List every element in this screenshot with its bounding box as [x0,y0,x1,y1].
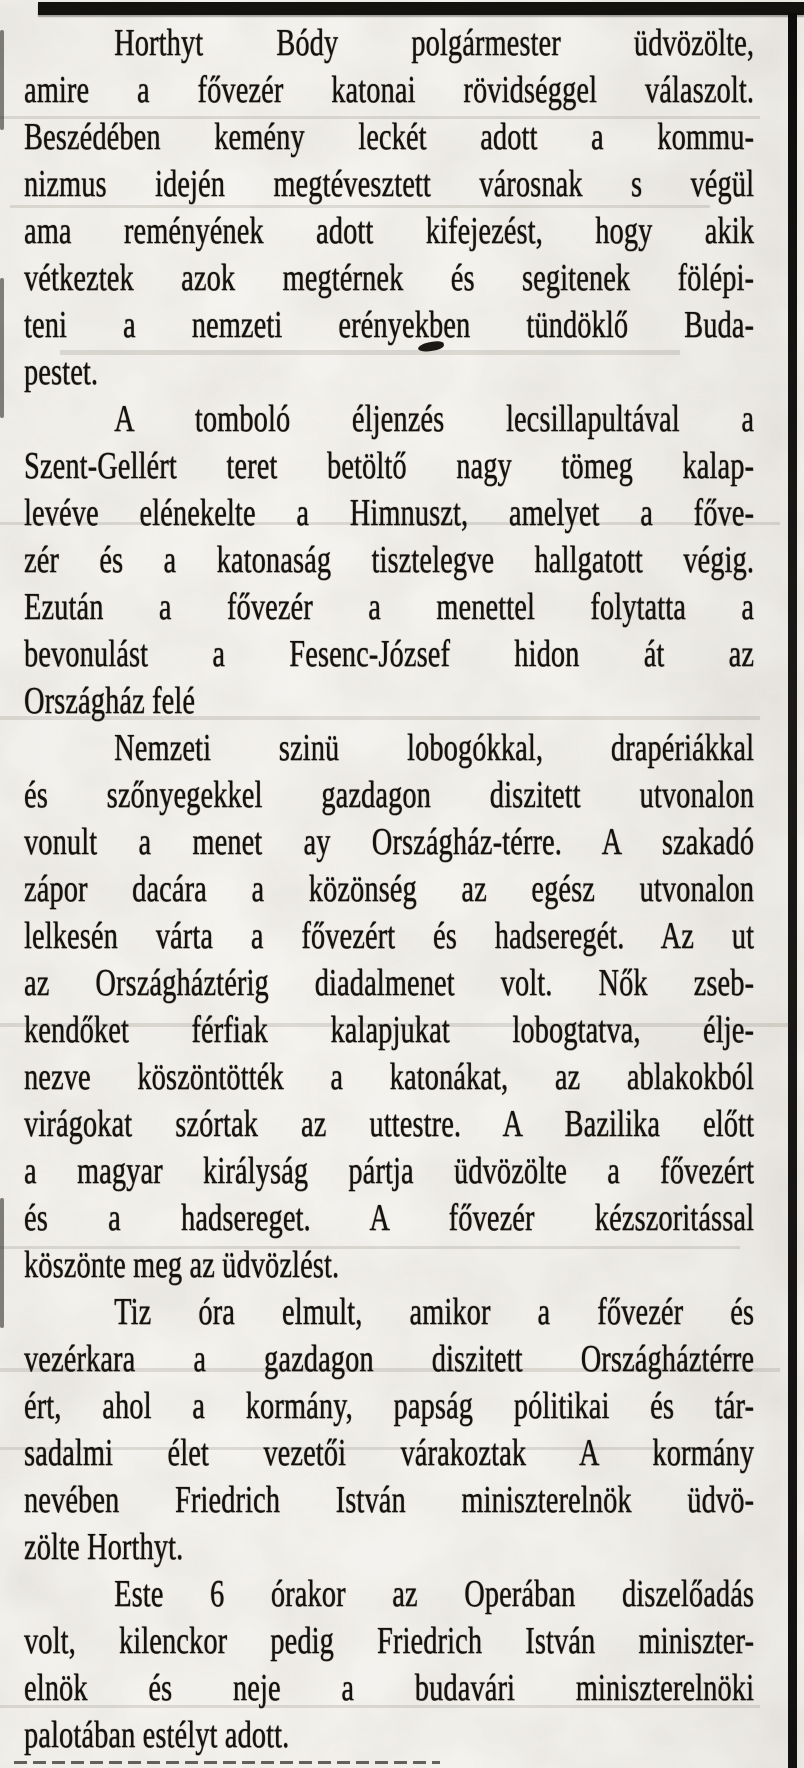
text-line: Tiz óra elmult, amikor a fővezér és [114,1291,755,1333]
scan-edge-mark [0,30,4,130]
text-line: Beszédében kemény leckét adott a kommu- [24,116,755,158]
text-line: palotában estélyt adott. [24,1714,290,1756]
text-line: Országház felé [24,680,196,722]
article-column [24,20,754,1759]
text-line: sadalmi élet vezetői várakoztak A kormány [24,1432,755,1474]
text-line: nevében Friedrich István miniszterelnök üdvö- [24,1479,755,1521]
text-line: Ezután a fővezér a menettel folytatta a [24,586,755,628]
text-line: vezérkara a gazdagon diszitett Országháztérre [24,1338,755,1380]
text-line: bevonulást a Fesenc-József hidon át az [24,633,755,675]
text-line: volt, kilenckor pedig Friedrich István miniszter- [24,1620,755,1662]
text-line: nizmus idején megtévesztett városnak s végül [24,163,755,205]
text-line: Nemzeti szinü lobogókkal, drapériákkal [114,727,755,769]
text-line: zér és a katonaság tisztelegve hallgatott végig. [24,539,755,581]
text-line: kendőket férfiak kalapjukat lobogtatva, élje- [24,1009,755,1051]
text-line: zölte Horthyt. [24,1526,184,1568]
text-line: virágokat szórtak az uttestre. A Bazilika előtt [24,1103,755,1145]
text-line: az Országháztérig diadalmenet volt. Nők zseb- [24,962,755,1004]
text-line: elnök és neje a budavári miniszterelnöki [24,1667,755,1709]
text-line: amire a fővezér katonai rövidséggel válaszolt. [24,69,755,111]
text-line: ért, ahol a kormány, papság pólitikai és tár- [24,1385,755,1427]
text-line: Este 6 órakor az Operában diszelőadás [114,1573,755,1615]
text-line: levéve elénekelte a Himnuszt, amelyet a főve- [24,492,755,534]
text-line: nezve köszöntötték a katonákat, az ablakokból [24,1056,755,1098]
bottom-dashed-rule [14,1761,440,1764]
scan-edge-mark [0,278,4,418]
top-column-rule [38,2,804,15]
text-line: pestet. [24,351,99,393]
right-column-rule [788,13,797,1768]
text-line: zápor dacára a közönség az egész utvonalon [24,868,755,910]
text-line: vonult a menet ay Országház-térre. A szakadó [24,821,755,863]
text-line: A tomboló éljenzés lecsillapultával a [114,398,755,440]
text-line: Szent-Gellért teret betöltő nagy tömeg kalap- [24,445,755,487]
text-line: vétkeztek azok megtérnek és segitenek fölépi- [24,257,755,299]
text-line: és a hadsereget. A fővezér kézszoritással [24,1197,755,1239]
text-line: köszönte meg az üdvözlést. [24,1244,340,1286]
text-line: a magyar királyság pártja üdvözölte a fővezért [24,1150,755,1192]
text-line: teni a nemzeti erényekben tündöklő Buda- [24,304,755,346]
scan-edge-mark [0,1198,4,1328]
text-line: és szőnyegekkel gazdagon diszitett utvonalon [24,774,755,816]
text-line: ama reményének adott kifejezést, hogy akik [24,210,755,252]
text-line: Horthyt Bódy polgármester üdvözölte, [114,22,755,64]
text-line: lelkesén várta a fővezért és hadseregét. Az ut [24,915,755,957]
